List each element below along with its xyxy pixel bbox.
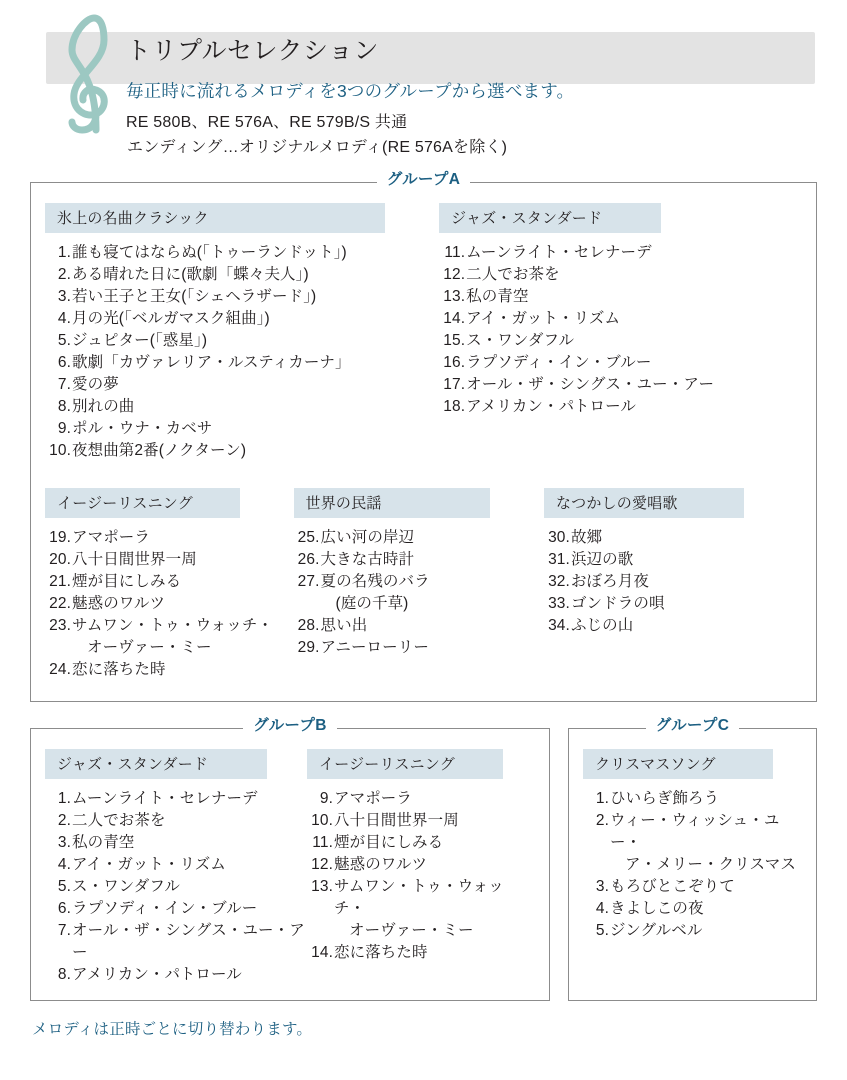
list-item: 4. 月の光(「ベルガマスク組曲」) bbox=[57, 310, 270, 327]
list-item: 31. 浜辺の歌 bbox=[548, 551, 634, 568]
group-c-box bbox=[568, 717, 817, 1001]
list-item: 6. ラプソディ・イン・ブルー bbox=[57, 900, 258, 917]
list-item: 3. もろびとこぞりて bbox=[595, 878, 735, 895]
treble-clef-icon bbox=[52, 10, 132, 135]
list-item: 12. 二人でお茶を bbox=[443, 266, 560, 283]
category-jazz-b bbox=[45, 749, 307, 986]
group-c-legend-label: グループC bbox=[646, 717, 739, 734]
list-item: 30. 故郷 bbox=[548, 529, 603, 546]
song-list bbox=[439, 242, 802, 418]
list-item: 22. 魅惑のワルツ bbox=[49, 595, 166, 612]
category-easy-listening-b bbox=[307, 749, 535, 986]
list-item: 5. ジングルベル bbox=[595, 922, 703, 939]
song-list bbox=[45, 788, 307, 986]
header-text-block bbox=[126, 36, 813, 157]
list-item: 1. ムーンライト・セレナーデ bbox=[57, 790, 258, 807]
category-title: 世界の民謡 bbox=[294, 488, 490, 518]
list-item: 9. アマポーラ bbox=[319, 790, 413, 807]
list-item: 25. 広い河の岸辺 bbox=[297, 529, 415, 546]
list-item: 4. きよしこの夜 bbox=[595, 900, 704, 917]
list-item: 17. オール・ザ・シングス・ユー・アー bbox=[443, 376, 715, 393]
list-item: 10. 夜想曲第2番(ノクターン) bbox=[49, 442, 247, 459]
list-item: 11. ムーンライト・セレナーデ bbox=[444, 244, 652, 261]
list-item: 2. 二人でお茶を bbox=[57, 812, 166, 829]
category-nostalgic-songs bbox=[544, 488, 802, 681]
song-list bbox=[45, 242, 429, 462]
list-item: 33. ゴンドラの唄 bbox=[548, 595, 665, 612]
group-b-row bbox=[45, 749, 535, 986]
page-title: トリプルセレクション bbox=[126, 37, 380, 65]
list-item: 12. 魅惑のワルツ bbox=[311, 856, 428, 873]
category-title: なつかしの愛唱歌 bbox=[544, 488, 744, 518]
group-a-bottom-row bbox=[45, 488, 802, 681]
category-world-folk bbox=[294, 488, 544, 681]
list-item: 3. 私の青空 bbox=[57, 834, 135, 851]
list-item: 21. 煙が目にしみる bbox=[49, 573, 182, 590]
list-item: 15. ス・ワンダフル bbox=[443, 332, 575, 349]
list-item: 8. アメリカン・パトロール bbox=[57, 966, 242, 983]
list-item: 18. アメリカン・パトロール bbox=[443, 398, 637, 415]
group-a-box bbox=[30, 171, 817, 702]
list-item: 11. 煙が目にしみる bbox=[312, 834, 444, 851]
list-item: 24. 恋に落ちた時 bbox=[49, 661, 166, 678]
group-b-box bbox=[30, 717, 550, 1001]
list-item: 5. ジュピター(「惑星」) bbox=[57, 332, 208, 349]
category-title: 氷上の名曲クラシック bbox=[45, 203, 385, 233]
group-a-legend bbox=[31, 172, 816, 188]
ending-melody-note: エンディング…オリジナルメロディ(RE 576Aを除く) bbox=[127, 139, 508, 156]
list-item: 29. アニーローリー bbox=[297, 639, 429, 656]
song-list bbox=[45, 527, 294, 681]
category-easy-listening-a bbox=[45, 488, 294, 681]
list-item: 27. 夏の名残のバラ (庭の千草) bbox=[297, 573, 430, 612]
song-list bbox=[307, 788, 535, 964]
page-header bbox=[22, 18, 825, 168]
category-title: イージーリスニング bbox=[45, 488, 240, 518]
song-list bbox=[544, 527, 802, 637]
list-item: 5. ス・ワンダフル bbox=[57, 878, 180, 895]
category-title: クリスマスソング bbox=[583, 749, 773, 779]
list-item: 1. ひいらぎ飾ろう bbox=[595, 790, 720, 807]
list-item: 23. サムワン・トゥ・ウォッチ・ オーヴァー・ミー bbox=[49, 617, 274, 656]
group-c-legend bbox=[569, 718, 816, 734]
list-item: 3. 若い王子と王女(「シェヘラザード」) bbox=[57, 288, 317, 305]
group-a-legend-label: グループA bbox=[377, 171, 470, 188]
list-item: 14. アイ・ガット・リズム bbox=[443, 310, 621, 327]
category-jazz-a bbox=[435, 203, 802, 462]
list-item: 2. ある晴れた日に(歌劇「蝶々夫人」) bbox=[57, 266, 309, 283]
list-item: 7. オール・ザ・シングス・ユー・アー bbox=[57, 922, 305, 961]
list-item: 34. ふじの山 bbox=[548, 617, 634, 634]
footnote: メロディは正時ごとに切り替わります。 bbox=[32, 1021, 313, 1038]
list-item: 7. 愛の夢 bbox=[57, 376, 119, 393]
list-item: 32. おぼろ月夜 bbox=[548, 573, 649, 590]
list-item: 4. アイ・ガット・リズム bbox=[57, 856, 226, 873]
song-list bbox=[583, 788, 802, 942]
category-classic bbox=[45, 203, 435, 462]
list-item: 20. 八十日間世界一周 bbox=[49, 551, 197, 568]
list-item: 13. サムワン・トゥ・ウォッチ・ オーヴァー・ミー bbox=[311, 878, 504, 939]
group-bc-row bbox=[30, 717, 817, 1001]
category-christmas bbox=[583, 749, 802, 942]
list-item: 13. 私の青空 bbox=[443, 288, 529, 305]
compatible-models: RE 580B、RE 576A、RE 579B/S 共通 bbox=[126, 114, 408, 131]
list-item: 28. 思い出 bbox=[297, 617, 368, 634]
page-subtitle: 毎正時に流れるメロディを3つのグループから選べます。 bbox=[126, 81, 575, 101]
list-item: 10. 八十日間世界一周 bbox=[311, 812, 459, 829]
group-b-legend bbox=[31, 718, 549, 734]
list-item: 26. 大きな古時計 bbox=[297, 551, 415, 568]
list-item: 14. 恋に落ちた時 bbox=[311, 944, 428, 961]
group-a-top-row bbox=[45, 203, 802, 462]
category-title: ジャズ・スタンダード bbox=[439, 203, 661, 233]
list-item: 1. 誰も寝てはならぬ(「トゥーランドット」) bbox=[57, 244, 347, 261]
group-b-legend-label: グループB bbox=[243, 717, 336, 734]
song-list bbox=[294, 527, 544, 659]
list-item: 6. 歌劇「カヴァレリア・ルスティカーナ」 bbox=[57, 354, 351, 371]
category-title: ジャズ・スタンダード bbox=[45, 749, 267, 779]
list-item: 2. ウィー・ウィッシュ・ユー・ ア・メリー・クリスマス bbox=[595, 812, 796, 873]
category-title: イージーリスニング bbox=[307, 749, 503, 779]
list-item: 9. ポル・ウナ・カベサ bbox=[57, 420, 213, 437]
list-item: 19. アマポーラ bbox=[49, 529, 151, 546]
list-item: 8. 別れの曲 bbox=[57, 398, 135, 415]
list-item: 16. ラプソディ・イン・ブルー bbox=[443, 354, 652, 371]
